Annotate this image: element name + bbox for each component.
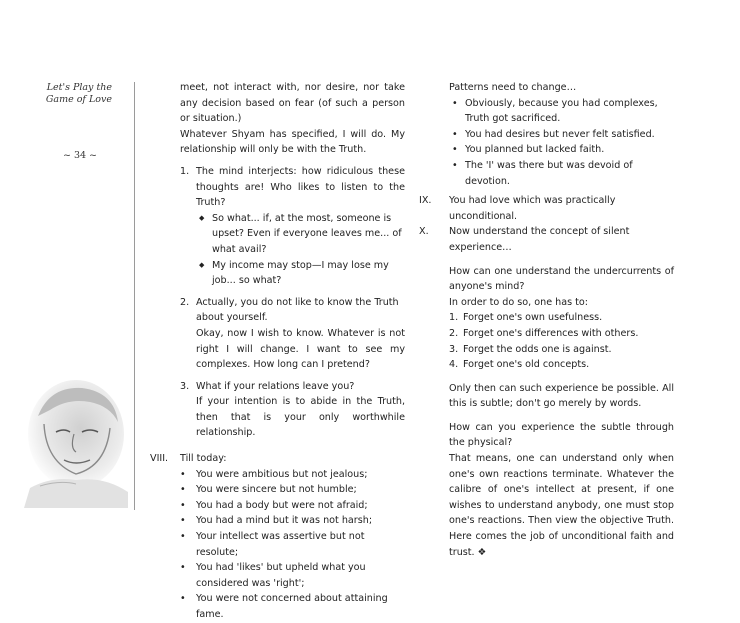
bullet-icon: •: [180, 593, 186, 605]
step-text: Forget the odds one is against.: [463, 343, 612, 355]
bullet-icon: •: [180, 468, 186, 480]
roman-text: Now understand the concept of silent experience…: [449, 226, 630, 253]
bullet-icon: •: [180, 499, 186, 511]
bullet-text: You had desires but never felt satisfied.: [465, 128, 655, 140]
bullet-item: [449, 96, 674, 127]
roman-marker: VIII.: [150, 453, 169, 465]
step-item: [449, 310, 674, 326]
bullet-item: [449, 142, 674, 158]
page-number: ~ 34 ~: [62, 150, 98, 161]
step-text: Forget one's differences with others.: [463, 327, 639, 339]
bullet-item: [180, 467, 405, 483]
bullet-item: [180, 529, 405, 560]
list-item-continuation: Okay, now I wish to know. Whatever is not right I will change. I want to see my complexes. How long can I pretend?: [196, 327, 405, 371]
roman-item-ix: [419, 193, 674, 224]
book-title-line2: Game of Love: [45, 94, 112, 105]
step-item: [449, 342, 674, 358]
diamond-bullet-icon: ◆: [199, 260, 205, 269]
list-item: [180, 295, 405, 373]
bullet-item: [180, 560, 405, 591]
roman-marker: IX.: [419, 195, 432, 207]
bullet-icon: •: [180, 531, 186, 543]
sidebar-divider: [134, 82, 135, 510]
bullet-icon: •: [452, 144, 458, 156]
roman-text: You had love which was practically unconditional.: [449, 195, 616, 222]
bullet-text: You were ambitious but not jealous;: [196, 468, 368, 480]
list-item-text: What if your relations leave you?: [196, 380, 355, 392]
closing-paragraph: That means, one can understand only when one's own reactions terminate. Whatever the calibre of one's intellect at present, if one wishes to understand anybody, one must stop one's reactions. Then view the objective Truth. Here comes the job of unconditional faith and trust. ❖: [449, 453, 674, 558]
bullet-item: [180, 591, 405, 622]
bullet-icon: •: [452, 97, 458, 109]
step-marker: 2.: [449, 327, 459, 339]
bullet-text: You had a body but were not afraid;: [196, 499, 368, 511]
bullet-text: You planned but lacked faith.: [465, 144, 605, 156]
step-text: Forget one's own usefulness.: [463, 312, 603, 324]
roman-heading: Till today:: [180, 453, 227, 465]
bullet-icon: •: [452, 128, 458, 140]
roman-item-x: [419, 224, 674, 255]
step-item: [449, 326, 674, 342]
roman-item-viii: [150, 451, 405, 623]
bullet-icon: •: [180, 562, 186, 574]
bullet-text: Obviously, because you had complexes, Truth got sacrificed.: [465, 97, 658, 125]
bullet-icon: •: [180, 484, 186, 496]
patterns-line: Patterns need to change…: [449, 82, 577, 93]
bullet-item: [449, 127, 674, 143]
step-text: Forget one's old concepts.: [463, 359, 590, 371]
book-title-line1: Let's Play the: [46, 82, 112, 93]
diamond-bullet-icon: ◆: [199, 213, 205, 222]
sub-list-item-text: So what... if, at the most, someone is upset? Even if everyone leaves me... of what avail?: [212, 212, 402, 255]
bullet-item: [180, 482, 405, 498]
sub-list-item: [196, 211, 405, 258]
bullet-text: You were not concerned about attaining fame.: [196, 593, 388, 620]
book-title: [44, 82, 112, 106]
step-item: [449, 357, 674, 373]
step-marker: 3.: [449, 343, 459, 355]
bullet-text: You had a mind but it was not harsh;: [196, 515, 373, 527]
bullet-text: Your intellect was assertive but not resolute;: [196, 531, 365, 558]
right-column: [419, 80, 674, 560]
sub-list-item-text: My income may stop—I may lose my job... so what?: [212, 259, 389, 287]
sub-list-item: [196, 258, 405, 289]
bullet-icon: •: [452, 159, 458, 171]
question-paragraph-2: How can you experience the subtle through the physical?: [449, 421, 674, 449]
list-item-continuation: If your intention is to abide in the Truth, then that is your only worthwhile relationship.: [196, 396, 405, 439]
bullet-item: [180, 498, 405, 514]
list-marker: 2.: [180, 296, 190, 308]
bullet-text: You had 'likes' but upheld what you considered was 'right';: [196, 562, 366, 589]
portrait-sketch: [10, 376, 134, 508]
bullet-item: [180, 513, 405, 529]
list-item-text: Actually, you do not like to know the Truth about yourself.: [196, 296, 399, 324]
list-marker: 1.: [180, 165, 190, 177]
left-column: [150, 80, 405, 623]
intro-paragraph-2: Whatever Shyam has specified, I will do. My relationship will only be with the Truth.: [180, 128, 405, 156]
roman-marker: X.: [419, 226, 429, 238]
list-item-text: The mind interjects: how ridiculous these thoughts are! Who likes to listen to the Truth?: [196, 165, 405, 209]
bullet-item: [449, 158, 674, 189]
bullet-icon: •: [180, 515, 186, 527]
page-sidebar: [0, 0, 134, 572]
list-marker: 3.: [180, 380, 190, 392]
intro-paragraph: meet, not interact with, nor desire, nor take any decision based on fear (of such a person or situation.): [180, 82, 405, 125]
only-then-paragraph: Only then can such experience be possible. All this is subtle; don't go merely by words.: [449, 382, 674, 410]
list-item: [180, 164, 405, 289]
in-order-line: In order to do so, one has to:: [449, 296, 589, 308]
question-paragraph: How can one understand the undercurrents of anyone's mind?: [449, 265, 674, 293]
step-marker: 1.: [449, 312, 459, 324]
list-item: [180, 379, 405, 441]
step-marker: 4.: [449, 359, 459, 371]
bullet-text: The 'I' was there but was devoid of devotion.: [465, 159, 633, 187]
bullet-text: You were sincere but not humble;: [196, 484, 357, 496]
